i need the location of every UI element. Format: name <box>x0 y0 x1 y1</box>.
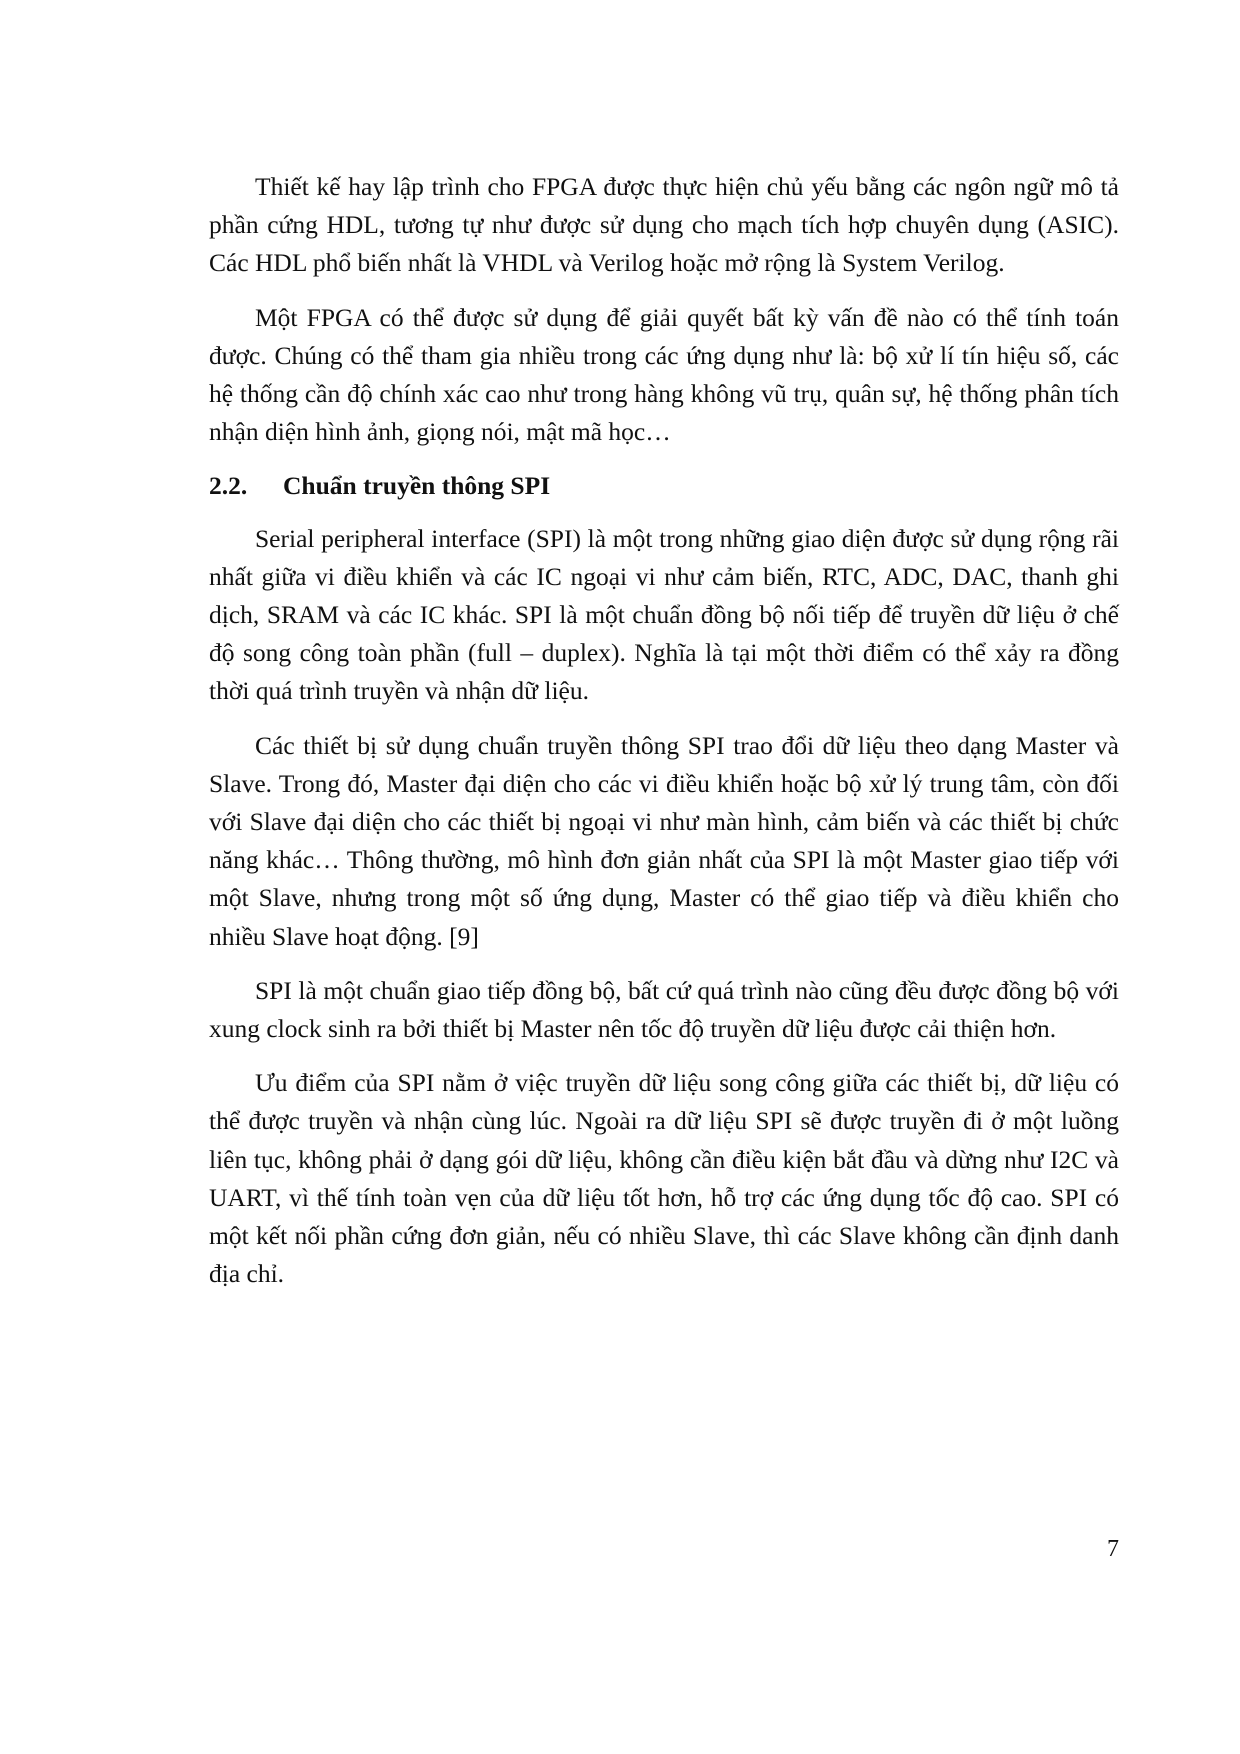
section-heading <box>209 467 1119 505</box>
paragraph-fpga-applications: Một FPGA có thể được sử dụng để giải quyết bất kỳ vấn đề nào có thể tính toán được. Chúng có thể tham gia nhiều trong các ứng dụng như là: bộ xử lí tín hiệu số, các hệ thống cần độ chính xác cao như trong hàng không vũ trụ, quân sự, hệ thống phân tích nhận diện hình ảnh, giọng nói, mật mã học… <box>209 302 1119 447</box>
page-number: 7 <box>1107 1536 1119 1562</box>
page-content <box>209 168 1119 1309</box>
paragraph-spi-synchronous: SPI là một chuẩn giao tiếp đồng bộ, bất cứ quá trình nào cũng đều được đồng bộ với xung clock sinh ra bởi thiết bị Master nên tốc độ truyền dữ liệu được cải thiện hơn. <box>209 975 1119 1044</box>
section-title: Chuẩn truyền thông SPI <box>283 471 551 501</box>
section-number: 2.2. <box>209 471 248 501</box>
paragraph-spi-advantages: Ưu điểm của SPI nằm ở việc truyền dữ liệu song công giữa các thiết bị, dữ liệu có thể được truyền và nhận cùng lúc. Ngoài ra dữ liệu SPI sẽ được truyền đi ở một luồng liên tục, không phải ở dạng gói dữ liệu, không cần điều kiện bắt đầu và dừng như I2C và UART, vì thế tính toàn vẹn của dữ liệu tốt hơn, hỗ trợ các ứng dụng tốc độ cao. SPI có một kết nối phần cứng đơn giản, nếu có nhiều Slave, thì các Slave không cần định danh địa chỉ. <box>209 1068 1119 1289</box>
paragraph-spi-definition: Serial peripheral interface (SPI) là một trong những giao diện được sử dụng rộng rãi nhất giữa vi điều khiển và các IC ngoại vi như cảm biến, RTC, ADC, DAC, thanh ghi dịch, SRAM và các IC khác. SPI là một chuẩn đồng bộ nối tiếp để truyền dữ liệu ở chế độ song công toàn phần (full – duplex). Nghĩa là tại một thời điểm có thể xảy ra đồng thời quá trình truyền và nhận dữ liệu. <box>209 523 1119 706</box>
paragraph-master-slave: Các thiết bị sử dụng chuẩn truyền thông SPI trao đổi dữ liệu theo dạng Master và Slave. Trong đó, Master đại diện cho các vi điều khiển hoặc bộ xử lý trung tâm, còn đối với Slave đại diện cho các thiết bị ngoại vi như màn hình, cảm biến và các thiết bị chức năng khác… Thông thường, mô hình đơn giản nhất của SPI là một Master giao tiếp với một Slave, nhưng trong một số ứng dụng, Master có thể giao tiếp và điều khiển cho nhiều Slave hoạt động. [9] <box>209 730 1119 951</box>
paragraph-fpga-design-languages: Thiết kế hay lập trình cho FPGA được thực hiện chủ yếu bằng các ngôn ngữ mô tả phần cứng HDL, tương tự như được sử dụng cho mạch tích hợp chuyên dụng (ASIC). Các HDL phổ biến nhất là VHDL và Verilog hoặc mở rộng là System Verilog. <box>209 172 1119 278</box>
